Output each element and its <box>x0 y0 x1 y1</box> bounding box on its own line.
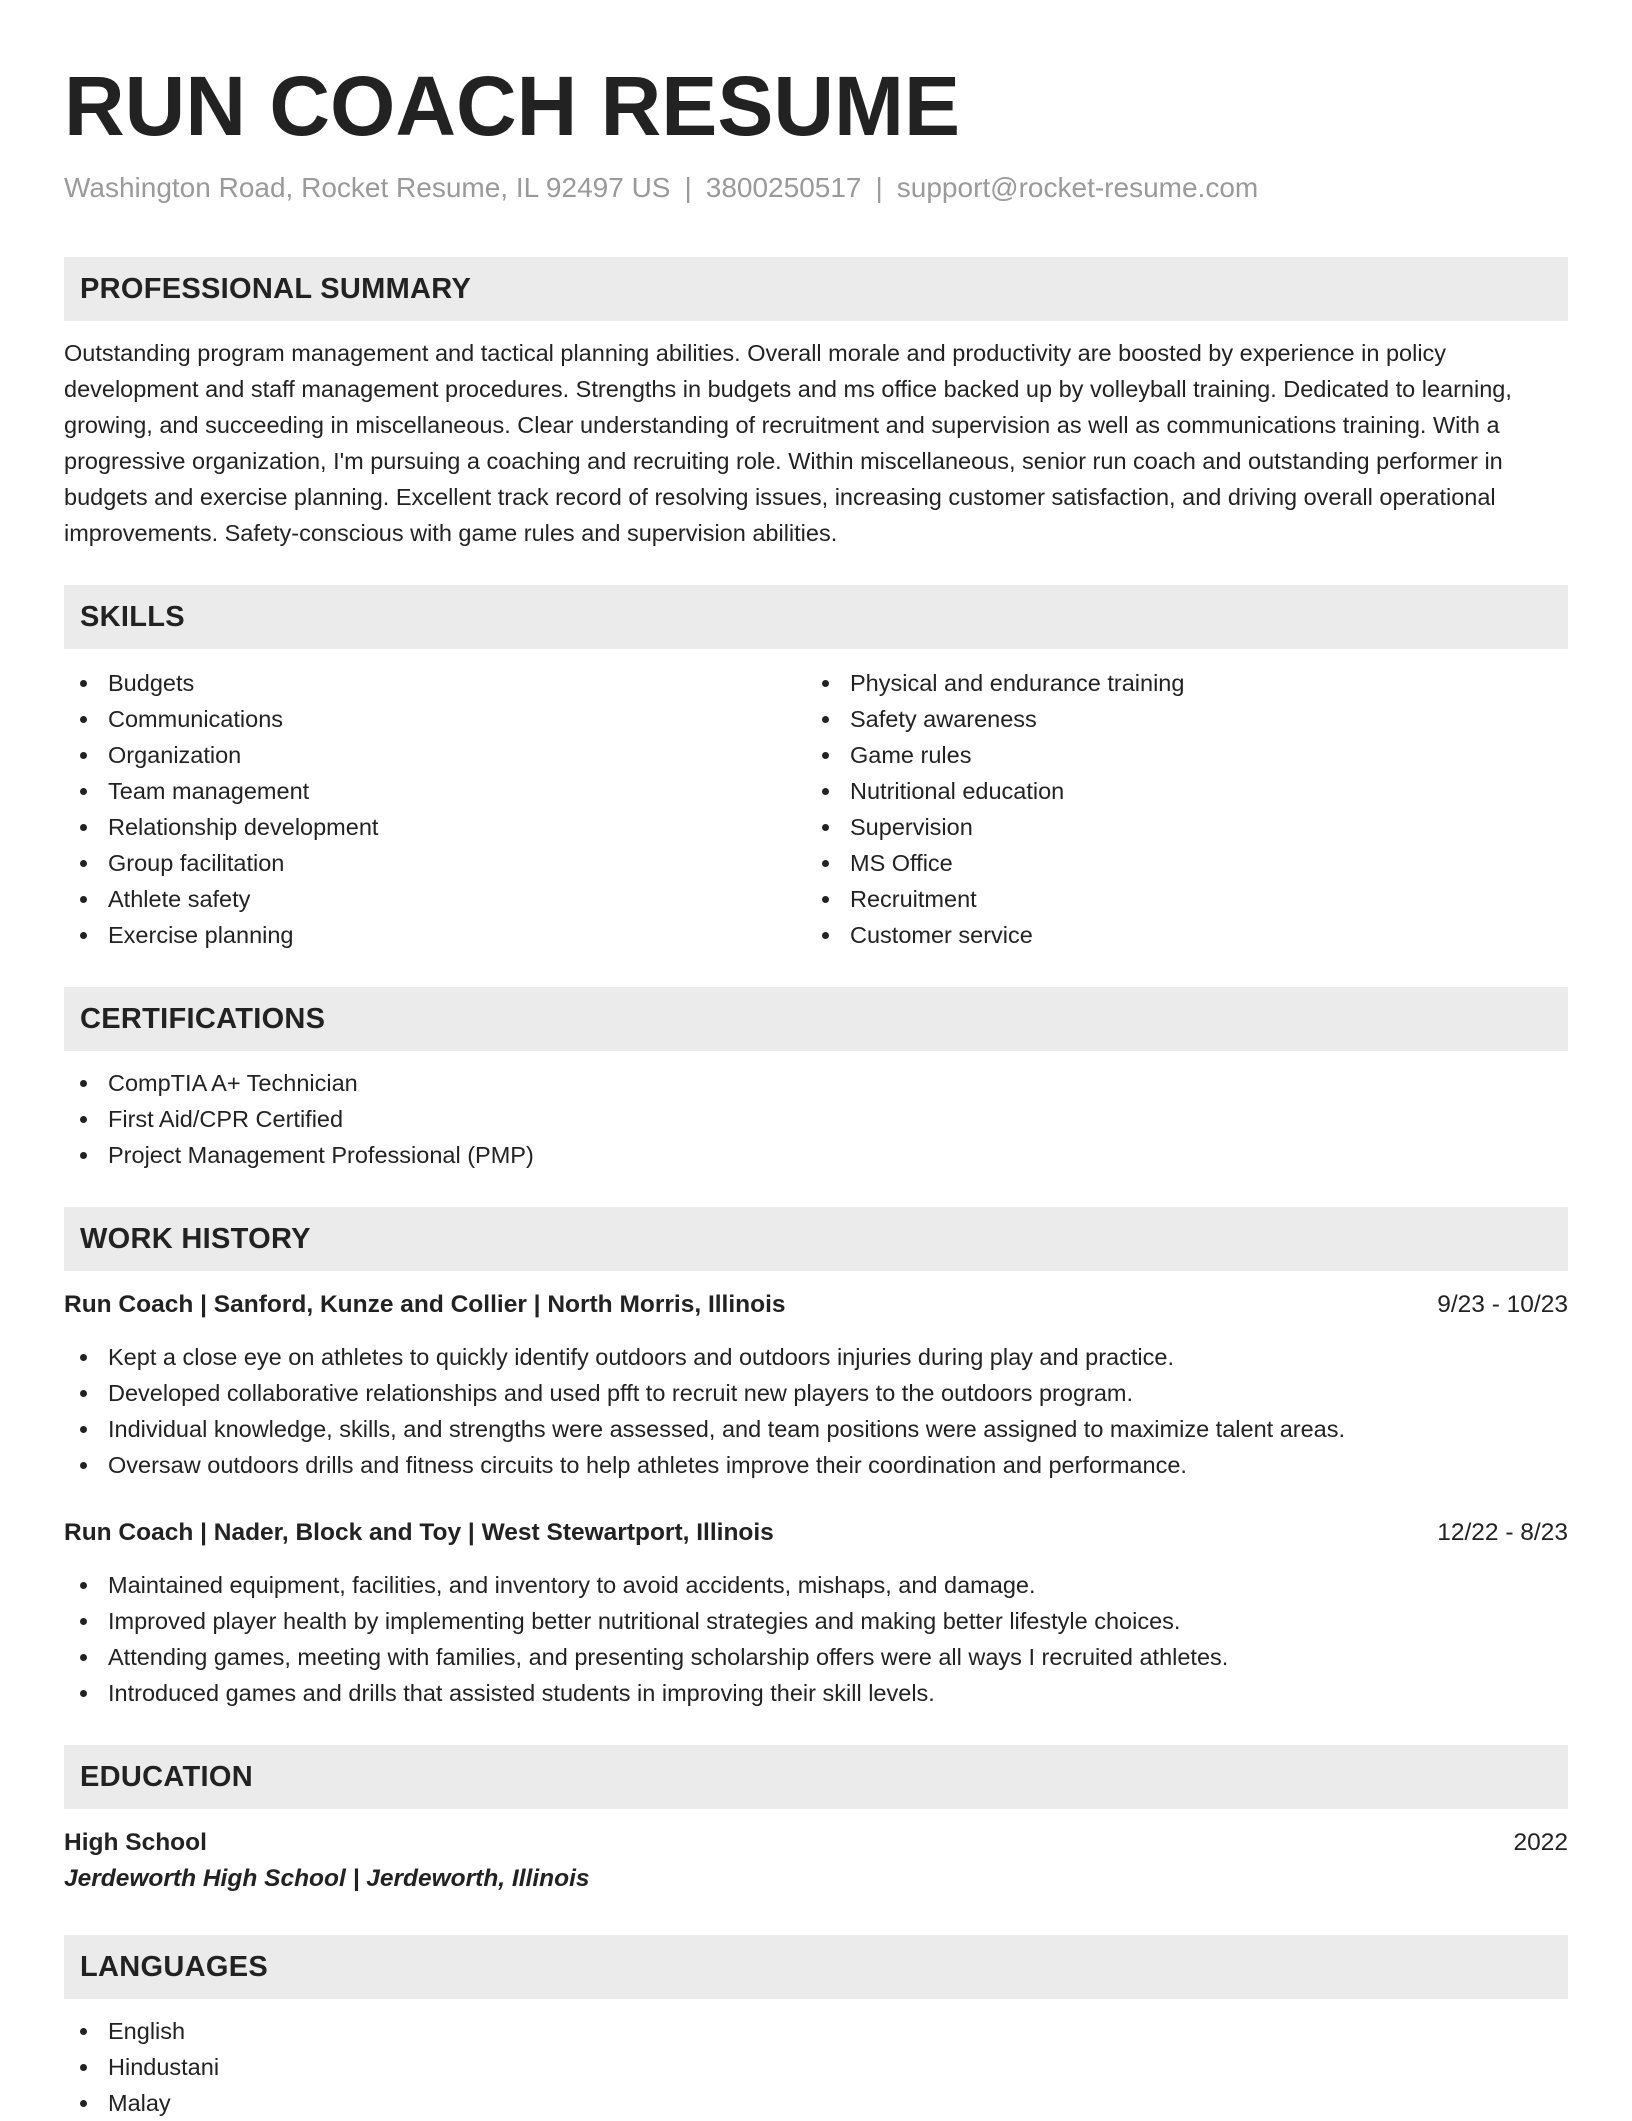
contact-separator: | <box>684 172 692 203</box>
skills-list-right <box>806 665 1548 953</box>
job-dates: 12/22 - 8/23 <box>1437 1519 1568 1546</box>
skills-column-left <box>64 665 806 953</box>
certifications-list <box>64 1065 1568 1173</box>
contact-email: support@rocket-resume.com <box>896 172 1259 203</box>
job-bullet: Oversaw outdoors drills and fitness circuits to help athletes improve their coordination and performance. <box>64 1447 1568 1483</box>
skill-item: Customer service <box>806 917 1548 953</box>
skill-item: Group facilitation <box>64 845 806 881</box>
education-school: Jerdeworth High School | Jerdeworth, Illinois <box>64 1865 590 1892</box>
education-heading: EDUCATION <box>80 1760 253 1793</box>
job-bullet: Individual knowledge, skills, and strengths were assessed, and team positions were assigned to maximize talent areas. <box>64 1411 1568 1447</box>
skill-item: Team management <box>64 773 806 809</box>
skill-item: Nutritional education <box>806 773 1548 809</box>
summary-heading: PROFESSIONAL SUMMARY <box>80 272 472 305</box>
summary-text: Outstanding program management and tactical planning abilities. Overall morale and productivity are boosted by experience in policy development and staff management procedures. Strengths in budgets and ms office backed up by volleyball training. Dedicated to learning, growing, and succeeding in miscellaneous. Clear understanding of recruitment and supervision as well as communications training. With a progressive organization, I'm pursuing a coaching and recruiting role. Within miscellaneous, senior run coach and outstanding performer in budgets and exercise planning. Excellent track record of resolving issues, increasing customer satisfaction, and driving overall operational improvements. Safety-conscious with game rules and supervision abilities. <box>64 340 1512 546</box>
skill-item: Game rules <box>806 737 1548 773</box>
skill-item: Safety awareness <box>806 701 1548 737</box>
job-header <box>64 1287 1568 1323</box>
job-heading: Run Coach | Nader, Block and Toy | West Stewartport, Illinois <box>64 1519 774 1546</box>
skill-item: Budgets <box>64 665 806 701</box>
skill-item: Supervision <box>806 809 1548 845</box>
job-bullet: Improved player health by implementing better nutritional strategies and making better lifestyle choices. <box>64 1603 1568 1639</box>
skills-list-left <box>64 665 806 953</box>
education-header <box>64 1825 1568 1861</box>
languages-section-header <box>64 1935 1568 1999</box>
skills-grid <box>64 665 1568 953</box>
education-degree: High School <box>64 1829 207 1856</box>
certification-item: CompTIA A+ Technician <box>64 1065 1568 1101</box>
skill-item: Recruitment <box>806 881 1548 917</box>
language-item: English <box>64 2013 1568 2049</box>
job-bullet: Kept a close eye on athletes to quickly identify outdoors and outdoors injuries during play and practice. <box>64 1339 1568 1375</box>
skill-item: Exercise planning <box>64 917 806 953</box>
skill-item: Physical and endurance training <box>806 665 1548 701</box>
job-dates: 9/23 - 10/23 <box>1437 1291 1568 1318</box>
certification-item: Project Management Professional (PMP) <box>64 1137 1568 1173</box>
job-bullet: Developed collaborative relationships and used pfft to recruit new players to the outdoors program. <box>64 1375 1568 1411</box>
education-year: 2022 <box>1513 1829 1568 1856</box>
education-entry <box>64 1825 1568 1897</box>
language-item: Hindustani <box>64 2049 1568 2085</box>
languages-list <box>64 2013 1568 2121</box>
job-bullets <box>64 1339 1568 1483</box>
job-header <box>64 1515 1568 1551</box>
job-bullet: Attending games, meeting with families, and presenting scholarship offers were all ways I recruited athletes. <box>64 1639 1568 1675</box>
skill-item: Organization <box>64 737 806 773</box>
job-heading: Run Coach | Sanford, Kunze and Collier | North Morris, Illinois <box>64 1291 786 1318</box>
resume-title: RUN COACH RESUME <box>64 59 961 153</box>
job-entry <box>64 1287 1568 1483</box>
contact-phone: 3800250517 <box>705 172 862 203</box>
contact-separator: | <box>875 172 883 203</box>
language-item: Malay <box>64 2085 1568 2121</box>
contact-line <box>64 170 1568 206</box>
skills-column-right <box>806 665 1548 953</box>
certifications-section-header <box>64 987 1568 1051</box>
work-heading: WORK HISTORY <box>80 1222 311 1255</box>
certification-item: First Aid/CPR Certified <box>64 1101 1568 1137</box>
job-bullet: Introduced games and drills that assisted students in improving their skill levels. <box>64 1675 1568 1711</box>
contact-address: Washington Road, Rocket Resume, IL 92497 US <box>64 172 671 203</box>
education-section-header <box>64 1745 1568 1809</box>
job-bullet: Maintained equipment, facilities, and inventory to avoid accidents, mishaps, and damage. <box>64 1567 1568 1603</box>
skills-section-header <box>64 585 1568 649</box>
certifications-heading: CERTIFICATIONS <box>80 1002 326 1035</box>
job-entry <box>64 1515 1568 1711</box>
languages-heading: LANGUAGES <box>80 1950 268 1983</box>
resume-page <box>64 0 1568 2121</box>
skill-item: Relationship development <box>64 809 806 845</box>
summary-section-header <box>64 257 1568 321</box>
skills-heading: SKILLS <box>80 600 185 633</box>
job-bullets <box>64 1567 1568 1711</box>
skill-item: MS Office <box>806 845 1548 881</box>
skill-item: Athlete safety <box>64 881 806 917</box>
work-section-header <box>64 1207 1568 1271</box>
skill-item: Communications <box>64 701 806 737</box>
